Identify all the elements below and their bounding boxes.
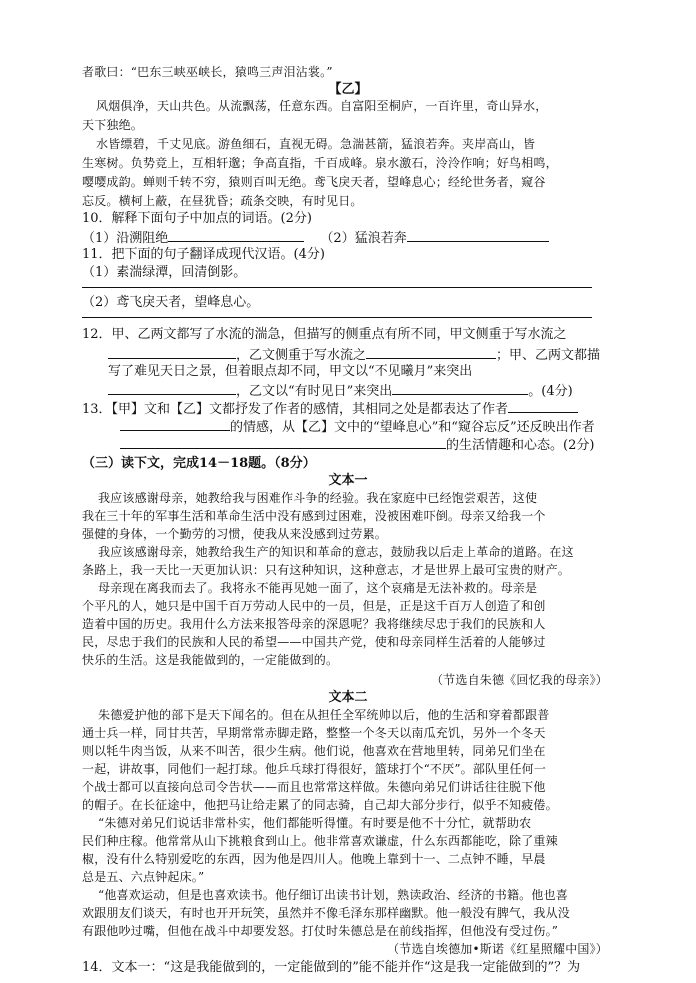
text-1-line: 我在三十年的军事生活和革命生活中没有感到过困难，没被困难吓倒。母亲又给我一个 xyxy=(82,509,546,523)
q10-item-1-answer-blank[interactable] xyxy=(168,228,304,242)
question-13-line-2 xyxy=(0,417,696,436)
question-13-line-3 xyxy=(0,435,696,454)
text-1-line: 我应该感谢母亲，她教给我生产的知识和革命的意志，鼓励我以后走上革命的道路。在这 xyxy=(98,545,574,559)
text-1-line: 母亲现在离我而去了。我将永不能再见她一面了，这个哀痛是无法补救的。母亲是 xyxy=(98,581,538,595)
q10-item-2-label: （2）猛浪若奔 xyxy=(320,231,407,246)
yi-line: 忘反。横柯上蔽，在昼犹昏；疏条交映，有时见日。 xyxy=(82,194,363,208)
question-10-items xyxy=(0,228,696,247)
question-12-line-2 xyxy=(0,345,696,364)
text-2-line: 有跟他吵过嘴，但他在战斗中却要发怒。打仗时朱德总是在前线指挥，但他没有受过伤。” xyxy=(82,924,559,938)
q13-text-b: 的情感，从【乙】文中的“望峰息心”和“窥谷忘反”还反映出作者 xyxy=(230,420,595,435)
text-1-source: （节选自朱德《回忆我的母亲》） xyxy=(430,673,608,687)
yi-line: 水皆缥碧，千丈见底。游鱼细石，直视无碍。急湍甚箭，猛浪若奔。夹岸高山，皆 xyxy=(96,137,536,151)
text-1-line: 我应该感谢母亲，她教给我与困难作斗争的经验。我在家庭中已经饱尝艰苦，这使 xyxy=(98,491,538,505)
text-1-line: 造着中国的历史。我用什么方法来报答母亲的深恩呢？我将继续尽忠于我们的民族和人 xyxy=(82,617,546,631)
question-13-line-1 xyxy=(0,399,696,418)
text-2-line: 的帽子。在长征途中，他把马让给走累了的同志骑，自己却大部分步行，似乎不知疲倦。 xyxy=(82,798,558,812)
q11-item-1-answer-line[interactable] xyxy=(82,287,592,288)
yi-line: 风烟俱净，天山共色。从流飘荡，任意东西。自富阳至桐庐，一百许里，奇山异水， xyxy=(96,99,548,113)
q13-text-a: 13．【甲】文和【乙】文都抒发了作者的感情，其相同之处是都表达了作者 xyxy=(82,402,509,417)
text-2-line: 朱德爱护他的部下是天下闻名的。但在从担任全军统帅以后，他的生活和穿着都跟普 xyxy=(98,708,550,722)
text-1-line: 条路上，我一天比一天更加认识：只有这种知识，这种意志，才是世界上最可宝贵的财产。 xyxy=(82,563,571,577)
question-12-line-4 xyxy=(0,381,696,400)
text-2-line: 民们种庄稼。他常常从山下挑粮食到山上。他非常喜欢谦虚，什么东西都能吃，除了重辣 xyxy=(82,834,558,848)
text-2-line: 则以牦牛肉当饭，从来不叫苦，很少生病。他们说，他喜欢在营地里转，同弟兄们坐在 xyxy=(82,744,546,758)
q12-text-a: ，乙文侧重于写水流之 xyxy=(236,348,367,363)
text-2-line: 总是五、六点钟起床。” xyxy=(82,870,205,884)
q10-item-2-answer-blank[interactable] xyxy=(407,228,549,242)
question-10: 10．解释下面句子中加点的词语。(2分) xyxy=(82,211,312,226)
text-2-line: 椒，没有什么特别爱吃的东西，因为他是四川人。他晚上靠到十一、二点钟不睡，早晨 xyxy=(82,852,546,866)
text-1-line: 民，尽忠于我们的民族和人民的希望——中国共产党，使和母亲同样生活着的人能够过 xyxy=(82,635,546,649)
text-2-source: （节选自埃德加•斯诺《红星照耀中国》） xyxy=(387,942,608,956)
question-12-line-3: 写了难见天日之景，但着眼点却不同，甲文以“不见曦月”来突出 xyxy=(108,364,473,379)
question-11: 11．把下面的句子翻译成现代汉语。(4分) xyxy=(82,247,325,262)
q11-item-1: （1）素湍绿潭，回清倒影。 xyxy=(82,265,247,280)
yi-heading: 【乙】 xyxy=(328,82,368,97)
text-2-line: “他喜欢运动，但是也喜欢读书。他仔细订出读书计划，熟读政治、经济的书籍。他也喜 xyxy=(98,888,568,902)
q10-item-1-label: （1）沿溯阻绝 xyxy=(82,231,169,246)
q12-blank-3[interactable] xyxy=(108,381,236,395)
text-2-line: 一起，讲故事，同他们一起打球。他乒乓球打得很好，篮球打个“不厌”。部队里任何一 xyxy=(82,762,547,776)
section-3-heading: （三）读下文，完成14－18题。（8分） xyxy=(82,456,316,471)
q12-text-c: ，乙文以“有时见日”来突出 xyxy=(236,384,393,399)
text-1-line: 强健的身体，一个勤劳的习惯，使我从来没感到过劳累。 xyxy=(82,527,388,541)
yi-line: 嘤嘤成韵。蝉则千转不穷，猿则百叫无绝。鸢飞戾天者，望峰息心；经纶世务者，窥谷 xyxy=(82,175,546,189)
text-2-line: 欢跟朋友们谈天，有时也开开玩笑，虽然并不像毛泽东那样幽默。他一般没有脾气，我从没 xyxy=(82,906,571,920)
text-1-line: 快乐的生活。这是我能做到的，一定能做到的。 xyxy=(82,653,339,667)
q12-blank-2[interactable] xyxy=(366,345,496,359)
text-2-line: “朱德对弟兄们说话非常朴实，他们都能听得懂。有时要是他不十分忙，就帮助农 xyxy=(98,816,532,830)
jia-passage-tail: 者歌曰：“巴东三峡巫峡长，猿鸣三声泪沾裳。” xyxy=(82,65,333,79)
q12-text-b: ；甲、乙两文都描 xyxy=(496,348,601,363)
q11-item-2-answer-line[interactable] xyxy=(82,317,592,318)
text-1-title: 文本一 xyxy=(328,473,368,488)
q13-text-c: 的生活情趣和心态。(2分) xyxy=(446,438,595,453)
yi-line: 生寒树。负势竞上，互相轩邈；争高直指，千百成峰。泉水激石，泠泠作响；好鸟相鸣， xyxy=(82,156,558,170)
q12-blank-1[interactable] xyxy=(108,345,236,359)
q11-item-2: （2）鸢飞戾天者，望峰息心。 xyxy=(82,295,260,310)
text-2-line: 个战士都可以直接向总司令告状——而且也常常这样做。朱德向弟兄们讲话往往脱下他 xyxy=(82,780,546,794)
text-1-line: 个平凡的人，她只是中国千百万劳动人民中的一员，但是，正是这千百万人创造了和创 xyxy=(82,599,546,613)
q12-blank-4[interactable] xyxy=(392,381,528,395)
yi-line: 天下独绝。 xyxy=(82,118,144,132)
text-2-line: 通士兵一样，同甘共苦，早期常常赤脚走路，整整一个冬天以南瓜充饥，另外一个冬天 xyxy=(82,726,546,740)
question-12-line-1: 12．甲、乙两文都写了水流的湍急，但描写的侧重点有所不同，甲文侧重于写水流之 xyxy=(82,327,567,342)
question-14: 14．文本一：“这是我能做到的，一定能做到的”能不能并作“这是我一定能做到的”？为 xyxy=(82,960,581,975)
q13-blank-3[interactable] xyxy=(120,435,446,449)
q12-text-d: 。(4分) xyxy=(528,384,573,399)
q13-blank-1[interactable] xyxy=(508,399,578,413)
q13-blank-2[interactable] xyxy=(120,417,230,431)
text-2-title: 文本二 xyxy=(328,690,368,705)
